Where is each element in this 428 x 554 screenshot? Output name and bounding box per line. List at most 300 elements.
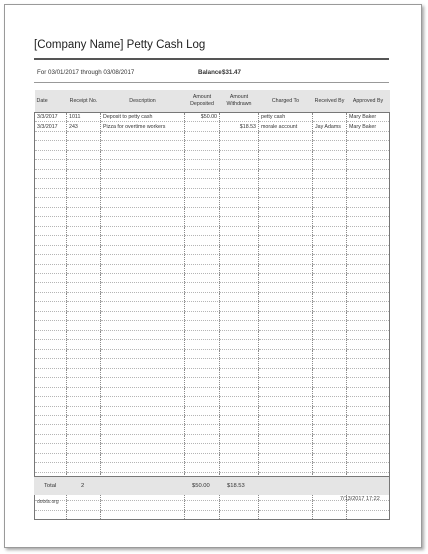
empty-cell[interactable] bbox=[67, 425, 101, 434]
empty-cell[interactable] bbox=[35, 160, 67, 169]
empty-cell[interactable] bbox=[313, 311, 347, 320]
empty-cell[interactable] bbox=[67, 416, 101, 425]
empty-cell[interactable] bbox=[101, 463, 185, 472]
empty-cell[interactable] bbox=[67, 302, 101, 311]
empty-cell[interactable] bbox=[220, 387, 259, 396]
empty-cell[interactable] bbox=[185, 283, 220, 292]
empty-cell[interactable] bbox=[220, 330, 259, 339]
empty-cell[interactable] bbox=[67, 207, 101, 216]
empty-cell[interactable] bbox=[67, 141, 101, 150]
empty-cell[interactable] bbox=[67, 453, 101, 462]
empty-cell[interactable] bbox=[67, 330, 101, 339]
empty-cell[interactable] bbox=[313, 179, 347, 188]
cell-amount-deposited[interactable] bbox=[185, 122, 220, 131]
empty-cell[interactable] bbox=[259, 416, 313, 425]
empty-cell[interactable] bbox=[220, 425, 259, 434]
empty-cell[interactable] bbox=[185, 387, 220, 396]
cell-approved-by[interactable]: Mary Baker bbox=[347, 113, 390, 122]
empty-cell[interactable] bbox=[347, 349, 390, 358]
empty-cell[interactable] bbox=[101, 340, 185, 349]
empty-cell[interactable] bbox=[259, 292, 313, 301]
empty-cell[interactable] bbox=[220, 236, 259, 245]
empty-cell[interactable] bbox=[220, 349, 259, 358]
empty-cell[interactable] bbox=[185, 510, 220, 519]
empty-cell[interactable] bbox=[347, 311, 390, 320]
empty-cell[interactable] bbox=[220, 217, 259, 226]
empty-cell[interactable] bbox=[347, 236, 390, 245]
empty-cell[interactable] bbox=[347, 273, 390, 282]
empty-cell[interactable] bbox=[67, 463, 101, 472]
empty-cell[interactable] bbox=[185, 292, 220, 301]
empty-cell[interactable] bbox=[347, 340, 390, 349]
empty-cell[interactable] bbox=[67, 217, 101, 226]
empty-cell[interactable] bbox=[313, 302, 347, 311]
empty-cell[interactable] bbox=[220, 302, 259, 311]
empty-cell[interactable] bbox=[185, 311, 220, 320]
empty-cell[interactable] bbox=[185, 340, 220, 349]
empty-cell[interactable] bbox=[313, 510, 347, 519]
empty-cell[interactable] bbox=[35, 292, 67, 301]
empty-cell[interactable] bbox=[259, 283, 313, 292]
empty-cell[interactable] bbox=[185, 425, 220, 434]
empty-cell[interactable] bbox=[185, 226, 220, 235]
empty-cell[interactable] bbox=[259, 510, 313, 519]
empty-cell[interactable] bbox=[101, 207, 185, 216]
empty-cell[interactable] bbox=[185, 434, 220, 443]
empty-cell[interactable] bbox=[101, 141, 185, 150]
empty-cell[interactable] bbox=[220, 131, 259, 140]
empty-cell[interactable] bbox=[313, 141, 347, 150]
empty-cell[interactable] bbox=[220, 292, 259, 301]
empty-cell[interactable] bbox=[35, 245, 67, 254]
empty-cell[interactable] bbox=[220, 501, 259, 510]
empty-cell[interactable] bbox=[101, 283, 185, 292]
empty-cell[interactable] bbox=[101, 368, 185, 377]
empty-cell[interactable] bbox=[259, 217, 313, 226]
empty-cell[interactable] bbox=[101, 397, 185, 406]
empty-cell[interactable] bbox=[35, 330, 67, 339]
empty-cell[interactable] bbox=[67, 131, 101, 140]
cell-amount-withdrawn[interactable] bbox=[220, 113, 259, 122]
empty-cell[interactable] bbox=[220, 179, 259, 188]
empty-cell[interactable] bbox=[313, 226, 347, 235]
empty-cell[interactable] bbox=[313, 340, 347, 349]
empty-cell[interactable] bbox=[185, 302, 220, 311]
empty-cell[interactable] bbox=[313, 236, 347, 245]
empty-cell[interactable] bbox=[101, 378, 185, 387]
empty-cell[interactable] bbox=[220, 321, 259, 330]
empty-cell[interactable] bbox=[220, 416, 259, 425]
empty-cell[interactable] bbox=[347, 188, 390, 197]
empty-cell[interactable] bbox=[347, 207, 390, 216]
empty-cell[interactable] bbox=[101, 160, 185, 169]
empty-cell[interactable] bbox=[35, 510, 67, 519]
empty-cell[interactable] bbox=[67, 245, 101, 254]
empty-cell[interactable] bbox=[220, 406, 259, 415]
empty-cell[interactable] bbox=[220, 264, 259, 273]
empty-cell[interactable] bbox=[185, 198, 220, 207]
empty-cell[interactable] bbox=[67, 226, 101, 235]
empty-cell[interactable] bbox=[347, 434, 390, 443]
empty-cell[interactable] bbox=[67, 311, 101, 320]
empty-cell[interactable] bbox=[259, 359, 313, 368]
empty-cell[interactable] bbox=[35, 387, 67, 396]
empty-cell[interactable] bbox=[313, 150, 347, 159]
empty-cell[interactable] bbox=[35, 453, 67, 462]
empty-cell[interactable] bbox=[220, 150, 259, 159]
cell-receipt-no[interactable]: 1011 bbox=[67, 113, 101, 122]
empty-cell[interactable] bbox=[259, 340, 313, 349]
empty-cell[interactable] bbox=[313, 434, 347, 443]
empty-cell[interactable] bbox=[185, 169, 220, 178]
empty-cell[interactable] bbox=[101, 179, 185, 188]
empty-cell[interactable] bbox=[67, 292, 101, 301]
empty-cell[interactable] bbox=[347, 302, 390, 311]
empty-cell[interactable] bbox=[185, 255, 220, 264]
empty-cell[interactable] bbox=[313, 198, 347, 207]
empty-cell[interactable] bbox=[101, 226, 185, 235]
empty-cell[interactable] bbox=[185, 349, 220, 358]
empty-cell[interactable] bbox=[347, 198, 390, 207]
empty-cell[interactable] bbox=[313, 283, 347, 292]
empty-cell[interactable] bbox=[259, 463, 313, 472]
empty-cell[interactable] bbox=[259, 406, 313, 415]
empty-cell[interactable] bbox=[101, 302, 185, 311]
empty-cell[interactable] bbox=[67, 179, 101, 188]
empty-cell[interactable] bbox=[347, 416, 390, 425]
empty-cell[interactable] bbox=[101, 349, 185, 358]
empty-cell[interactable] bbox=[313, 188, 347, 197]
empty-cell[interactable] bbox=[313, 131, 347, 140]
empty-cell[interactable] bbox=[220, 368, 259, 377]
empty-cell[interactable] bbox=[220, 198, 259, 207]
empty-cell[interactable] bbox=[101, 321, 185, 330]
empty-cell[interactable] bbox=[313, 453, 347, 462]
empty-cell[interactable] bbox=[313, 368, 347, 377]
empty-cell[interactable] bbox=[67, 283, 101, 292]
empty-cell[interactable] bbox=[67, 273, 101, 282]
cell-receipt-no[interactable]: 243 bbox=[67, 122, 101, 131]
empty-cell[interactable] bbox=[101, 501, 185, 510]
empty-cell[interactable] bbox=[313, 321, 347, 330]
empty-cell[interactable] bbox=[313, 292, 347, 301]
empty-cell[interactable] bbox=[347, 226, 390, 235]
empty-cell[interactable] bbox=[185, 330, 220, 339]
empty-cell[interactable] bbox=[35, 217, 67, 226]
empty-cell[interactable] bbox=[101, 255, 185, 264]
empty-cell[interactable] bbox=[347, 510, 390, 519]
empty-cell[interactable] bbox=[101, 273, 185, 282]
empty-cell[interactable] bbox=[185, 188, 220, 197]
empty-cell[interactable] bbox=[313, 463, 347, 472]
empty-cell[interactable] bbox=[67, 510, 101, 519]
cell-amount-deposited[interactable]: $50.00 bbox=[185, 113, 220, 122]
empty-cell[interactable] bbox=[220, 188, 259, 197]
empty-cell[interactable] bbox=[347, 292, 390, 301]
cell-description[interactable]: Pizza for overtime workers bbox=[101, 122, 185, 131]
empty-cell[interactable] bbox=[35, 236, 67, 245]
empty-cell[interactable] bbox=[185, 321, 220, 330]
empty-cell[interactable] bbox=[220, 359, 259, 368]
empty-cell[interactable] bbox=[313, 378, 347, 387]
empty-cell[interactable] bbox=[185, 406, 220, 415]
empty-cell[interactable] bbox=[185, 273, 220, 282]
empty-cell[interactable] bbox=[35, 311, 67, 320]
cell-charged-to[interactable]: petty cash bbox=[259, 113, 313, 122]
empty-cell[interactable] bbox=[313, 397, 347, 406]
empty-cell[interactable] bbox=[259, 349, 313, 358]
empty-cell[interactable] bbox=[35, 179, 67, 188]
empty-cell[interactable] bbox=[35, 359, 67, 368]
cell-charged-to[interactable]: morale account bbox=[259, 122, 313, 131]
empty-cell[interactable] bbox=[220, 434, 259, 443]
empty-cell[interactable] bbox=[259, 397, 313, 406]
empty-cell[interactable] bbox=[313, 387, 347, 396]
empty-cell[interactable] bbox=[259, 179, 313, 188]
empty-cell[interactable] bbox=[259, 321, 313, 330]
empty-cell[interactable] bbox=[347, 330, 390, 339]
empty-cell[interactable] bbox=[259, 378, 313, 387]
empty-cell[interactable] bbox=[185, 150, 220, 159]
empty-cell[interactable] bbox=[185, 368, 220, 377]
empty-cell[interactable] bbox=[313, 217, 347, 226]
cell-amount-withdrawn[interactable]: $18.53 bbox=[220, 122, 259, 131]
empty-cell[interactable] bbox=[347, 453, 390, 462]
cell-date[interactable]: 3/3/2017 bbox=[35, 122, 67, 131]
empty-cell[interactable] bbox=[259, 273, 313, 282]
empty-cell[interactable] bbox=[347, 321, 390, 330]
empty-cell[interactable] bbox=[347, 368, 390, 377]
empty-cell[interactable] bbox=[220, 169, 259, 178]
empty-cell[interactable] bbox=[220, 283, 259, 292]
empty-cell[interactable] bbox=[259, 198, 313, 207]
empty-cell[interactable] bbox=[220, 255, 259, 264]
empty-cell[interactable] bbox=[313, 416, 347, 425]
empty-cell[interactable] bbox=[220, 444, 259, 453]
empty-cell[interactable] bbox=[185, 217, 220, 226]
empty-cell[interactable] bbox=[67, 368, 101, 377]
empty-cell[interactable] bbox=[185, 444, 220, 453]
empty-cell[interactable] bbox=[67, 264, 101, 273]
empty-cell[interactable] bbox=[347, 245, 390, 254]
empty-cell[interactable] bbox=[67, 406, 101, 415]
empty-cell[interactable] bbox=[259, 236, 313, 245]
empty-cell[interactable] bbox=[101, 264, 185, 273]
empty-cell[interactable] bbox=[35, 463, 67, 472]
empty-cell[interactable] bbox=[35, 340, 67, 349]
empty-cell[interactable] bbox=[185, 453, 220, 462]
empty-cell[interactable] bbox=[67, 359, 101, 368]
empty-cell[interactable] bbox=[347, 169, 390, 178]
empty-cell[interactable] bbox=[35, 406, 67, 415]
empty-cell[interactable] bbox=[35, 150, 67, 159]
empty-cell[interactable] bbox=[259, 425, 313, 434]
empty-cell[interactable] bbox=[347, 255, 390, 264]
empty-cell[interactable] bbox=[101, 330, 185, 339]
empty-cell[interactable] bbox=[313, 255, 347, 264]
empty-cell[interactable] bbox=[67, 397, 101, 406]
empty-cell[interactable] bbox=[259, 226, 313, 235]
empty-cell[interactable] bbox=[259, 207, 313, 216]
empty-cell[interactable] bbox=[67, 198, 101, 207]
empty-cell[interactable] bbox=[35, 283, 67, 292]
empty-cell[interactable] bbox=[347, 387, 390, 396]
empty-cell[interactable] bbox=[347, 406, 390, 415]
empty-cell[interactable] bbox=[101, 150, 185, 159]
empty-cell[interactable] bbox=[101, 292, 185, 301]
empty-cell[interactable] bbox=[220, 397, 259, 406]
empty-cell[interactable] bbox=[185, 397, 220, 406]
empty-cell[interactable] bbox=[259, 501, 313, 510]
empty-cell[interactable] bbox=[347, 160, 390, 169]
empty-cell[interactable] bbox=[101, 425, 185, 434]
empty-cell[interactable] bbox=[35, 444, 67, 453]
empty-cell[interactable] bbox=[347, 425, 390, 434]
empty-cell[interactable] bbox=[67, 169, 101, 178]
empty-cell[interactable] bbox=[220, 463, 259, 472]
empty-cell[interactable] bbox=[220, 453, 259, 462]
empty-cell[interactable] bbox=[259, 255, 313, 264]
empty-cell[interactable] bbox=[67, 188, 101, 197]
empty-cell[interactable] bbox=[67, 501, 101, 510]
empty-cell[interactable] bbox=[220, 141, 259, 150]
empty-cell[interactable] bbox=[35, 207, 67, 216]
empty-cell[interactable] bbox=[347, 463, 390, 472]
empty-cell[interactable] bbox=[185, 378, 220, 387]
cell-received-by[interactable] bbox=[313, 113, 347, 122]
empty-cell[interactable] bbox=[259, 311, 313, 320]
empty-cell[interactable] bbox=[185, 160, 220, 169]
empty-cell[interactable] bbox=[347, 397, 390, 406]
empty-cell[interactable] bbox=[35, 302, 67, 311]
empty-cell[interactable] bbox=[259, 141, 313, 150]
empty-cell[interactable] bbox=[67, 150, 101, 159]
empty-cell[interactable] bbox=[313, 444, 347, 453]
empty-cell[interactable] bbox=[35, 397, 67, 406]
empty-cell[interactable] bbox=[347, 264, 390, 273]
empty-cell[interactable] bbox=[67, 387, 101, 396]
cell-date[interactable]: 3/3/2017 bbox=[35, 113, 67, 122]
empty-cell[interactable] bbox=[259, 368, 313, 377]
empty-cell[interactable] bbox=[220, 245, 259, 254]
empty-cell[interactable] bbox=[35, 434, 67, 443]
empty-cell[interactable] bbox=[101, 453, 185, 462]
empty-cell[interactable] bbox=[313, 169, 347, 178]
empty-cell[interactable] bbox=[101, 359, 185, 368]
empty-cell[interactable] bbox=[347, 444, 390, 453]
empty-cell[interactable] bbox=[313, 349, 347, 358]
empty-cell[interactable] bbox=[259, 169, 313, 178]
empty-cell[interactable] bbox=[185, 463, 220, 472]
empty-cell[interactable] bbox=[101, 311, 185, 320]
empty-cell[interactable] bbox=[67, 340, 101, 349]
empty-cell[interactable] bbox=[101, 131, 185, 140]
empty-cell[interactable] bbox=[259, 444, 313, 453]
empty-cell[interactable] bbox=[35, 141, 67, 150]
empty-cell[interactable] bbox=[67, 434, 101, 443]
empty-cell[interactable] bbox=[259, 302, 313, 311]
empty-cell[interactable] bbox=[185, 359, 220, 368]
empty-cell[interactable] bbox=[220, 207, 259, 216]
empty-cell[interactable] bbox=[35, 198, 67, 207]
empty-cell[interactable] bbox=[220, 378, 259, 387]
empty-cell[interactable] bbox=[347, 359, 390, 368]
empty-cell[interactable] bbox=[259, 264, 313, 273]
empty-cell[interactable] bbox=[67, 236, 101, 245]
cell-approved-by[interactable]: Mary Baker bbox=[347, 122, 390, 131]
empty-cell[interactable] bbox=[259, 434, 313, 443]
empty-cell[interactable] bbox=[259, 245, 313, 254]
empty-cell[interactable] bbox=[35, 321, 67, 330]
empty-cell[interactable] bbox=[259, 453, 313, 462]
empty-cell[interactable] bbox=[313, 501, 347, 510]
empty-cell[interactable] bbox=[35, 188, 67, 197]
empty-cell[interactable] bbox=[347, 501, 390, 510]
empty-cell[interactable] bbox=[259, 330, 313, 339]
empty-cell[interactable] bbox=[35, 226, 67, 235]
empty-cell[interactable] bbox=[35, 131, 67, 140]
empty-cell[interactable] bbox=[313, 330, 347, 339]
empty-cell[interactable] bbox=[101, 217, 185, 226]
empty-cell[interactable] bbox=[313, 160, 347, 169]
empty-cell[interactable] bbox=[185, 179, 220, 188]
empty-cell[interactable] bbox=[259, 131, 313, 140]
cell-received-by[interactable]: Jay Adams bbox=[313, 122, 347, 131]
empty-cell[interactable] bbox=[259, 160, 313, 169]
empty-cell[interactable] bbox=[185, 245, 220, 254]
empty-cell[interactable] bbox=[67, 349, 101, 358]
empty-cell[interactable] bbox=[185, 131, 220, 140]
empty-cell[interactable] bbox=[220, 160, 259, 169]
empty-cell[interactable] bbox=[347, 217, 390, 226]
empty-cell[interactable] bbox=[67, 255, 101, 264]
empty-cell[interactable] bbox=[101, 236, 185, 245]
empty-cell[interactable] bbox=[35, 416, 67, 425]
empty-cell[interactable] bbox=[185, 207, 220, 216]
empty-cell[interactable] bbox=[220, 226, 259, 235]
empty-cell[interactable] bbox=[313, 359, 347, 368]
empty-cell[interactable] bbox=[101, 406, 185, 415]
empty-cell[interactable] bbox=[347, 141, 390, 150]
empty-cell[interactable] bbox=[67, 321, 101, 330]
empty-cell[interactable] bbox=[35, 368, 67, 377]
empty-cell[interactable] bbox=[67, 160, 101, 169]
empty-cell[interactable] bbox=[35, 169, 67, 178]
empty-cell[interactable] bbox=[35, 425, 67, 434]
empty-cell[interactable] bbox=[347, 131, 390, 140]
cell-description[interactable]: Deposit to petty cash bbox=[101, 113, 185, 122]
empty-cell[interactable] bbox=[220, 340, 259, 349]
empty-cell[interactable] bbox=[220, 510, 259, 519]
empty-cell[interactable] bbox=[185, 141, 220, 150]
empty-cell[interactable] bbox=[313, 425, 347, 434]
empty-cell[interactable] bbox=[101, 416, 185, 425]
empty-cell[interactable] bbox=[35, 264, 67, 273]
empty-cell[interactable] bbox=[347, 179, 390, 188]
empty-cell[interactable] bbox=[35, 378, 67, 387]
empty-cell[interactable] bbox=[185, 236, 220, 245]
empty-cell[interactable] bbox=[347, 378, 390, 387]
empty-cell[interactable] bbox=[259, 387, 313, 396]
empty-cell[interactable] bbox=[313, 245, 347, 254]
empty-cell[interactable] bbox=[347, 150, 390, 159]
empty-cell[interactable] bbox=[35, 255, 67, 264]
empty-cell[interactable] bbox=[67, 444, 101, 453]
empty-cell[interactable] bbox=[347, 283, 390, 292]
empty-cell[interactable] bbox=[101, 434, 185, 443]
empty-cell[interactable] bbox=[259, 188, 313, 197]
empty-cell[interactable] bbox=[101, 198, 185, 207]
